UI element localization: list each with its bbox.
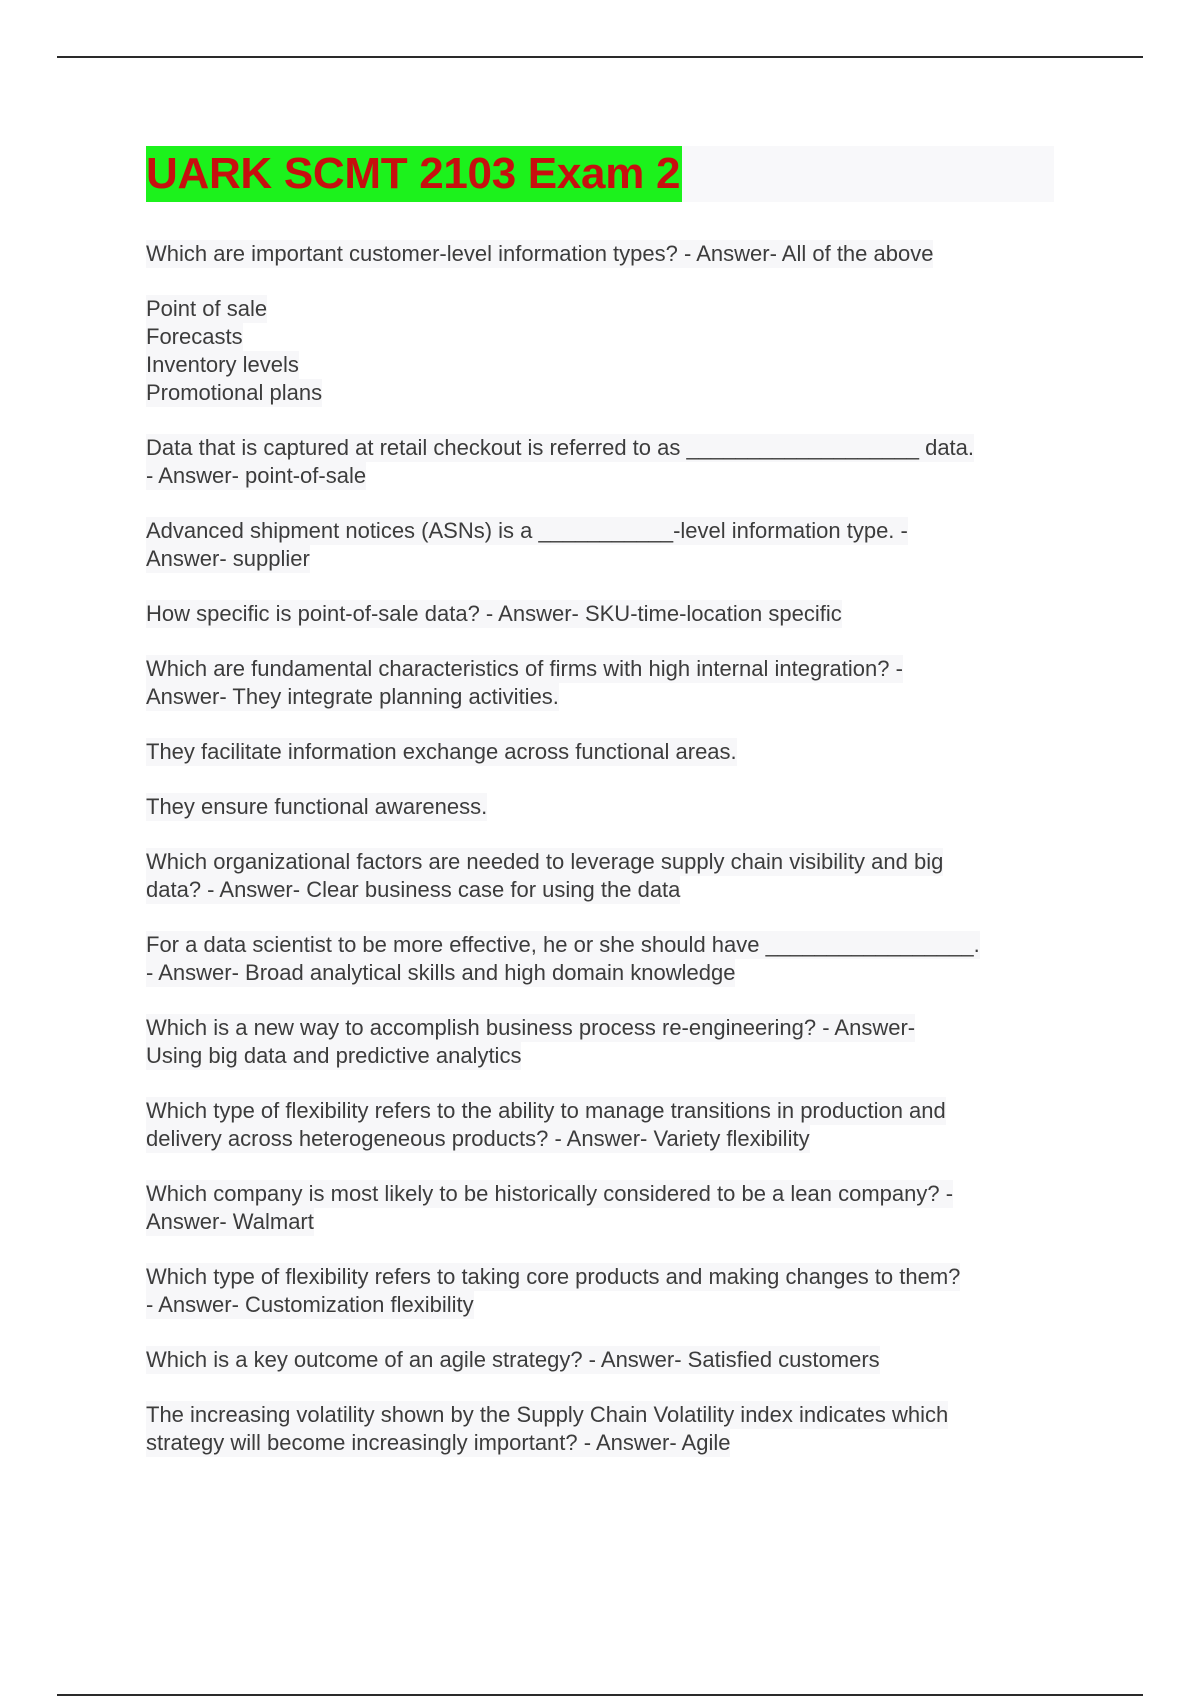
qa-block bbox=[146, 655, 1056, 711]
qa-block bbox=[146, 931, 1056, 987]
qa-block bbox=[146, 1263, 1056, 1319]
text-line: Which company is most likely to be historically considered to be a lean company? - bbox=[146, 1181, 954, 1206]
qa-block bbox=[146, 434, 1056, 490]
title-band bbox=[146, 146, 1054, 202]
qa-list bbox=[146, 240, 1056, 1457]
text-line: Answer- Walmart bbox=[146, 1209, 314, 1234]
text-line: - Answer- Customization flexibility bbox=[146, 1292, 474, 1317]
page-bottom-rule bbox=[57, 1694, 1143, 1696]
text-line: Which is a new way to accomplish business process re-engineering? - Answer- bbox=[146, 1015, 916, 1040]
text-line: - Answer- Broad analytical skills and high domain knowledge bbox=[146, 960, 736, 985]
text-line: Which are fundamental characteristics of firms with high internal integration? - bbox=[146, 656, 903, 681]
text-line: They ensure functional awareness. bbox=[146, 794, 488, 819]
qa-block bbox=[146, 1401, 1056, 1457]
text-line: - Answer- point-of-sale bbox=[146, 463, 367, 488]
text-line: They facilitate information exchange across functional areas. bbox=[146, 739, 737, 764]
text-line: Data that is captured at retail checkout is referred to as ___________________ data. bbox=[146, 435, 975, 460]
text-line: strategy will become increasingly important? - Answer- Agile bbox=[146, 1430, 731, 1455]
text-line: data? - Answer- Clear business case for using the data bbox=[146, 877, 681, 902]
text-line: How specific is point-of-sale data? - Answer- SKU-time-location specific bbox=[146, 601, 842, 626]
qa-block bbox=[146, 738, 1056, 766]
text-line: Point of sale bbox=[146, 296, 268, 321]
text-line: Which organizational factors are needed to leverage supply chain visibility and big bbox=[146, 849, 944, 874]
text-line: Which type of flexibility refers to the ability to manage transitions in production and bbox=[146, 1098, 946, 1123]
page-top-rule bbox=[57, 56, 1143, 58]
text-line: Promotional plans bbox=[146, 380, 323, 405]
qa-block bbox=[146, 600, 1056, 628]
text-line: Using big data and predictive analytics bbox=[146, 1043, 522, 1068]
text-line: delivery across heterogeneous products? - Answer- Variety flexibility bbox=[146, 1126, 810, 1151]
qa-block bbox=[146, 517, 1056, 573]
text-line: Answer- supplier bbox=[146, 546, 310, 571]
qa-block bbox=[146, 1180, 1056, 1236]
qa-block bbox=[146, 793, 1056, 821]
qa-block bbox=[146, 1346, 1056, 1374]
text-line: Which type of flexibility refers to taking core products and making changes to them? bbox=[146, 1264, 961, 1289]
text-line: Answer- They integrate planning activities. bbox=[146, 684, 559, 709]
text-line: Which are important customer-level information types? - Answer- All of the above bbox=[146, 241, 934, 266]
qa-block bbox=[146, 1014, 1056, 1070]
text-line: Forecasts bbox=[146, 324, 243, 349]
qa-block bbox=[146, 240, 1056, 268]
text-line: Advanced shipment notices (ASNs) is a ___________-level information type. - bbox=[146, 518, 908, 543]
qa-block bbox=[146, 1097, 1056, 1153]
text-line: Inventory levels bbox=[146, 352, 299, 377]
text-line: The increasing volatility shown by the Supply Chain Volatility index indicates which bbox=[146, 1402, 949, 1427]
qa-block bbox=[146, 295, 1056, 407]
qa-block bbox=[146, 848, 1056, 904]
page-title: UARK SCMT 2103 Exam 2 bbox=[146, 146, 682, 202]
text-line: For a data scientist to be more effective, he or she should have _________________. bbox=[146, 932, 980, 957]
document-body bbox=[146, 146, 1056, 1484]
text-line: Which is a key outcome of an agile strategy? - Answer- Satisfied customers bbox=[146, 1347, 880, 1372]
